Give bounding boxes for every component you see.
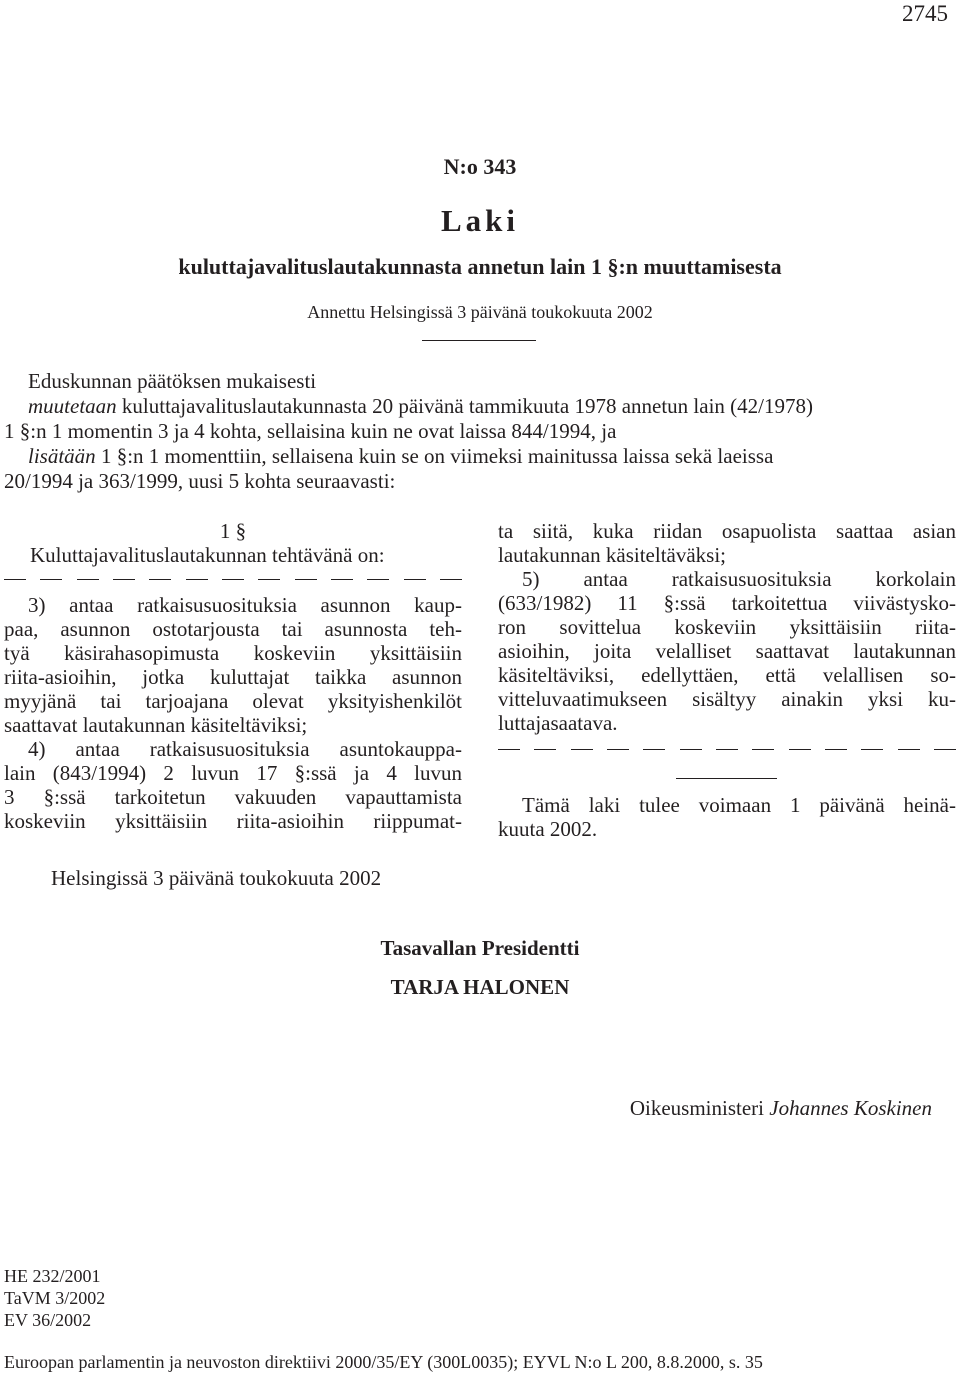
- preamble-line-5: 20/1994 ja 363/1999, uusi 5 kohta seuraavasti:: [4, 469, 396, 493]
- minister-name: Johannes Koskinen: [769, 1096, 932, 1120]
- right-line-3: 5) antaa ratkaisusuosituksia korkolain: [522, 567, 956, 591]
- left-line-3: tyä käsirahasopimusta koskeviin yksittäisiin: [4, 641, 462, 665]
- left-line-2: paa, asunnon ostotarjousta tai asunnosta teh-: [4, 617, 462, 641]
- reference-tavm: TaVM 3/2002: [4, 1288, 106, 1308]
- preamble-line-2-text: kuluttajavalituslautakunnasta 20 päivänä tammikuuta 1978 annetun lain (42/1978): [116, 394, 813, 418]
- left-line-10: koskeviin yksittäisiin riita-asioihin riippumat-: [4, 809, 462, 833]
- right-line-2: lautakunnan käsiteltäväksi;: [498, 543, 727, 567]
- president-title: Tasavallan Presidentti: [380, 936, 580, 960]
- right-line-4: (633/1982) 11 §:ssä tarkoitettua viivästysko-: [498, 591, 956, 615]
- place-and-date: Helsingissä 3 päivänä toukokuuta 2002: [51, 866, 382, 890]
- preamble-line-4: [28, 444, 773, 468]
- left-line-6: saattavat lautakunnan käsiteltäviksi;: [4, 713, 308, 737]
- directive-footnote: Euroopan parlamentin ja neuvoston direktiivi 2000/35/EY (300L0035); EYVL N:o L 200, 8.8.2000, s. 35: [4, 1352, 763, 1372]
- preamble-line-2: [28, 394, 955, 418]
- preamble-line-3: 1 §:n 1 momentin 3 ja 4 kohta, sellaisina kuin ne ovat laissa 844/1994, ja: [4, 419, 617, 443]
- page-number: 2745: [902, 1, 948, 26]
- reference-ev: EV 36/2002: [4, 1310, 92, 1330]
- statute-subject: kuluttajavalituslautakunnasta annetun lain 1 §:n muuttamisesta: [178, 254, 782, 279]
- preamble-line-1: Eduskunnan päätöksen mukaisesti: [28, 369, 317, 393]
- entry-line-2: kuuta 2002.: [498, 817, 598, 841]
- left-column: [4, 519, 462, 833]
- right-line-5: ron sovittelua koskeviin yksittäisiin riita-: [498, 615, 956, 639]
- preamble-line-4-text: 1 §:n 1 momenttiin, sellaisena kuin se on viimeksi mainitussa laissa sekä laeissa: [95, 444, 774, 468]
- minister-title: Oikeusministeri: [629, 1096, 765, 1120]
- right-line-1: ta siitä, kuka riidan osapuolista saattaa asian: [498, 519, 956, 543]
- reference-he: HE 232/2001: [4, 1266, 101, 1286]
- section-intro: Kuluttajavalituslautakunnan tehtävänä on:: [30, 543, 385, 567]
- left-line-8: lain (843/1994) 2 luvun 17 §:ssä ja 4 luvun: [4, 761, 462, 785]
- left-line-1: 3) antaa ratkaisusuosituksia asunnon kaup-: [28, 593, 462, 617]
- left-line-4: riita-asioihin, jotka kuluttajat taikka asunnon: [4, 665, 462, 689]
- entry-line-1: Tämä laki tulee voimaan 1 päivänä heinä-: [522, 793, 956, 817]
- left-line-9: 3 §:ssä tarkoitetun vakuuden vapauttamista: [4, 785, 462, 809]
- left-line-5: myyjänä tai tarjoajana olevat yksityishenkilöt: [4, 689, 462, 713]
- minister-signature: [630, 1096, 932, 1120]
- left-line-7: 4) antaa ratkaisusuosituksia asuntokauppa-: [28, 737, 462, 761]
- right-line-9: luttajasaatava.: [498, 711, 618, 735]
- entry-into-force: [498, 793, 956, 841]
- title-divider: [422, 340, 536, 341]
- document-heading: Laki: [440, 203, 520, 238]
- right-line-6: asioihin, joita velalliset saattavat lautakunnan: [498, 639, 956, 663]
- omission-dashes-right: [498, 737, 956, 761]
- given-date: Annettu Helsingissä 3 päivänä toukokuuta 2002: [307, 302, 653, 322]
- column-divider: [676, 778, 777, 779]
- section-heading: 1 §: [219, 519, 247, 543]
- right-column: [498, 519, 956, 761]
- president-name: TARJA HALONEN: [390, 975, 570, 999]
- preamble-verb-amend: muutetaan: [28, 394, 117, 418]
- omission-dashes-left: [4, 567, 462, 591]
- statute-number: N:o 343: [443, 154, 517, 179]
- right-line-7: käsiteltäviksi, edellyttäen, että velallisen so-: [498, 663, 956, 687]
- preamble-verb-add: lisätään: [28, 444, 96, 468]
- right-line-8: vitteluvaatimukseen sisältyy ainakin yksi ku-: [498, 687, 956, 711]
